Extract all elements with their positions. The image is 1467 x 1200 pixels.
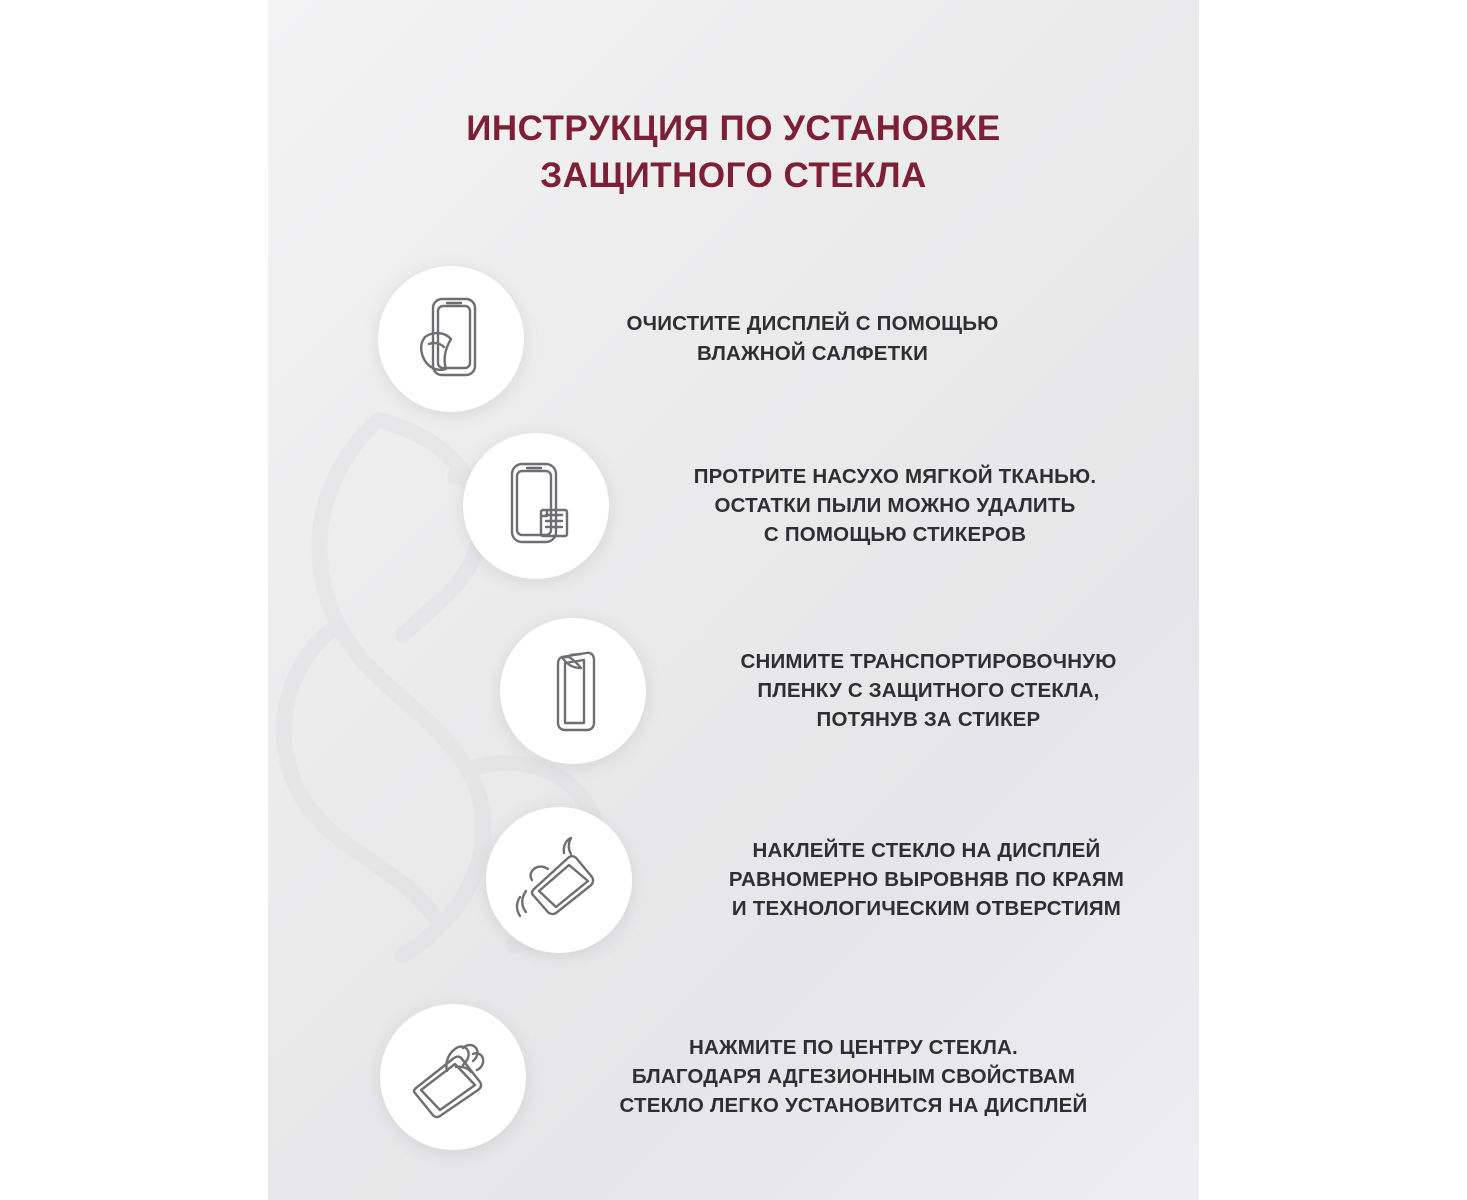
step-3-line-2: ПЛЕНКУ С ЗАЩИТНОГО СТЕКЛА,: [757, 678, 1100, 702]
hand-aligning-glass-icon: [504, 825, 614, 935]
finger-pressing-center-icon: [398, 1022, 508, 1132]
step-item: [268, 255, 1199, 422]
step-4-line-2: РАВНОМЕРНО ВЫРОВНЯВ ПО КРАЯМ: [728, 867, 1125, 891]
step-1-line-2: ВЛАЖНОЙ САЛФЕТКИ: [696, 341, 929, 365]
step-2-line-2: ОСТАТКИ ПЫЛИ МОЖНО УДАЛИТЬ: [714, 493, 1076, 517]
peeling-transport-film-icon: [521, 639, 625, 743]
step-2-text: [609, 462, 1199, 549]
step-3-text: [646, 647, 1199, 734]
title-line-1: ИНСТРУКЦИЯ ПО УСТАНОВКЕ: [466, 109, 1001, 148]
step-4-line-3: И ТЕХНОЛОГИЧЕСКИМ ОТВЕРСТИЯМ: [731, 897, 1122, 921]
step-2-line-1: ПРОТРИТЕ НАСУХО МЯГКОЙ ТКАНЬЮ.: [693, 464, 1097, 488]
step-1-text: [524, 309, 1199, 367]
step-5-line-2: БЛАГОДАРЯ АДГЕЗИОННЫМ СВОЙСТВАМ: [631, 1064, 1076, 1088]
phone-with-wet-wipe-icon: [399, 287, 503, 391]
step-item: [268, 422, 1199, 589]
step-2-line-3: С ПОМОЩЬЮ СТИКЕРОВ: [763, 523, 1027, 547]
step-item: [268, 993, 1199, 1160]
step-2-icon-bubble: [463, 433, 609, 579]
step-4-text: [632, 836, 1199, 923]
step-item: [268, 796, 1199, 963]
instruction-panel: [268, 0, 1199, 1200]
step-item: [268, 607, 1199, 774]
step-5-line-3: СТЕКЛО ЛЕГКО УСТАНОВИТСЯ НА ДИСПЛЕЙ: [619, 1094, 1088, 1118]
step-5-text: [526, 1033, 1199, 1120]
step-3-icon-bubble: [500, 618, 646, 764]
step-1-icon-bubble: [378, 266, 524, 412]
step-5-line-1: НАЖМИТЕ ПО ЦЕНТРУ СТЕКЛА.: [689, 1035, 1018, 1059]
title-line-2: ЗАЩИТНОГО СТЕКЛА: [540, 156, 927, 196]
phone-with-cloth-and-sticker-icon: [484, 454, 588, 558]
step-3-line-3: ПОТЯНУВ ЗА СТИКЕР: [816, 708, 1041, 732]
step-4-icon-bubble: [486, 807, 632, 953]
step-5-icon-bubble: [380, 1004, 526, 1150]
step-4-line-1: НАКЛЕЙТЕ СТЕКЛО НА ДИСПЛЕЙ: [752, 838, 1101, 862]
step-1-line-1: ОЧИСТИТЕ ДИСПЛЕЙ С ПОМОЩЬЮ: [626, 312, 999, 336]
steps-list: [268, 255, 1199, 1160]
page-title: [268, 105, 1199, 200]
step-3-line-1: СНИМИТЕ ТРАНСПОРТИРОВОЧНУЮ: [740, 649, 1117, 673]
